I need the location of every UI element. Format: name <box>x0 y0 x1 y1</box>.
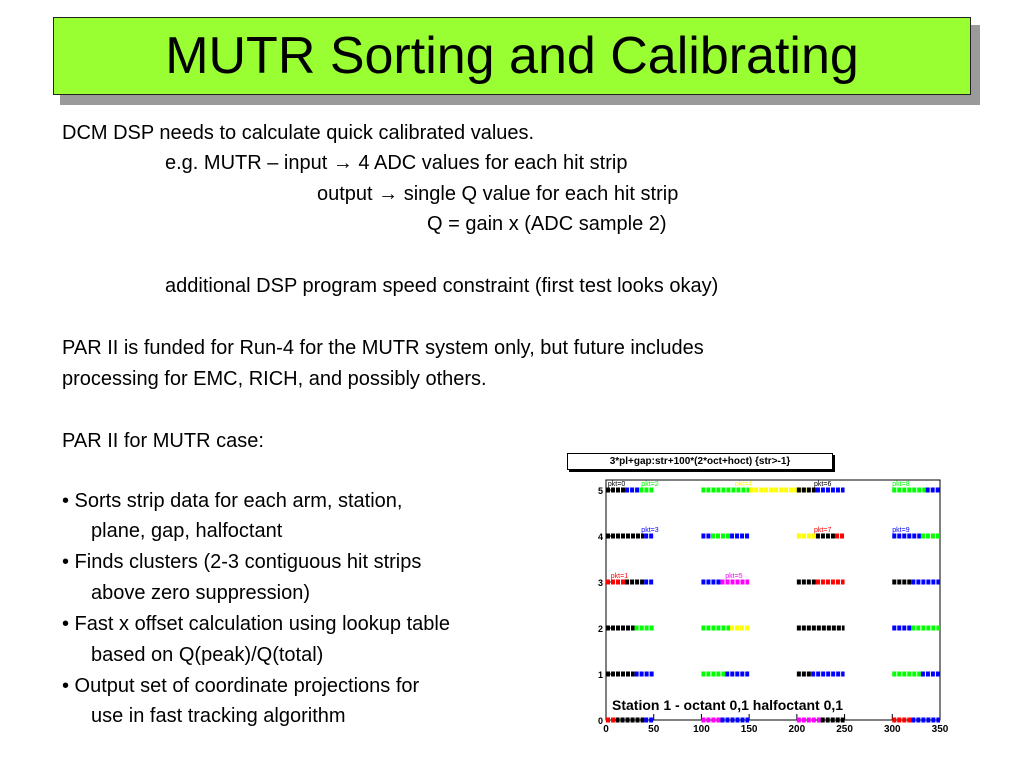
packet-label: pkt=8 <box>892 481 910 488</box>
x-tick-label: 100 <box>693 724 710 735</box>
bullet-item: • Sorts strip data for each arm, station, <box>62 490 403 512</box>
packet-label: pkt=3 <box>641 527 659 534</box>
text-line: Q = gain x (ADC sample 2) <box>427 213 667 235</box>
y-tick-label: 3 <box>597 578 603 588</box>
packet-label: pkt=7 <box>814 527 832 534</box>
x-tick-label: 250 <box>836 724 853 735</box>
text-line: single Q value for each hit strip <box>403 183 679 205</box>
scatter-plot <box>568 448 968 740</box>
text-line: PAR II is funded for Run-4 for the MUTR system only, but future includes <box>62 337 704 359</box>
packet-label: pkt=0 <box>607 481 626 488</box>
bullet-item: • Finds clusters (2-3 contiguous hit strips <box>62 551 422 573</box>
plot-annotation: Station 1 - octant 0,1 halfoctant 0,1 <box>612 697 844 713</box>
x-tick-label: 350 <box>931 724 949 735</box>
bullet-item: • Fast x offset calculation using lookup table <box>62 613 450 635</box>
text-line: PAR II for MUTR case: <box>62 430 264 452</box>
right-arrow-icon: → <box>332 152 353 174</box>
right-arrow-icon: → <box>378 183 399 205</box>
y-tick-label: 2 <box>597 624 603 634</box>
plot-area <box>606 480 940 720</box>
x-tick-label: 200 <box>788 724 806 735</box>
bullet-continuation: use in fast tracking algorithm <box>91 705 346 727</box>
x-tick-label: 150 <box>740 724 758 735</box>
x-tick-label: 0 <box>603 724 609 735</box>
bullet-continuation: plane, gap, halfoctant <box>91 520 283 542</box>
text-line-with-arrow <box>317 182 678 206</box>
x-tick-label: 300 <box>883 724 901 735</box>
x-tick-label: 50 <box>648 724 660 735</box>
bullet-item: • Output set of coordinate projections for <box>62 675 420 697</box>
text-line-with-arrow <box>165 151 627 175</box>
y-tick-label: 4 <box>597 532 603 542</box>
text-line: processing for EMC, RICH, and possibly others. <box>62 368 487 390</box>
packet-label: pkt=4 <box>734 481 753 488</box>
packet-label: pkt=6 <box>814 481 832 488</box>
packet-label: pkt=2 <box>641 481 659 488</box>
y-tick-label: 0 <box>597 716 603 726</box>
text-line: 4 ADC values for each hit strip <box>358 152 628 174</box>
plot-frame <box>568 448 968 740</box>
text-line: e.g. MUTR – input <box>165 152 328 174</box>
plot-title: 3*pl+gap:str+100*(2*oct+hoct) {str>-1} <box>567 453 833 470</box>
packet-label: pkt=1 <box>610 573 629 580</box>
text-line: output <box>317 183 373 205</box>
bullet-continuation: based on Q(peak)/Q(total) <box>91 644 324 666</box>
packet-label: pkt=9 <box>892 527 910 534</box>
title-box <box>53 17 971 95</box>
text-line: additional DSP program speed constraint (first test looks okay) <box>165 275 719 297</box>
packet-label: pkt=5 <box>725 573 743 580</box>
bullet-continuation: above zero suppression) <box>91 582 311 604</box>
slide-title: MUTR Sorting and Calibrating <box>165 27 859 85</box>
text-line: DCM DSP needs to calculate quick calibrated values. <box>62 122 535 144</box>
y-tick-label: 5 <box>597 486 603 496</box>
y-tick-label: 1 <box>597 670 603 680</box>
